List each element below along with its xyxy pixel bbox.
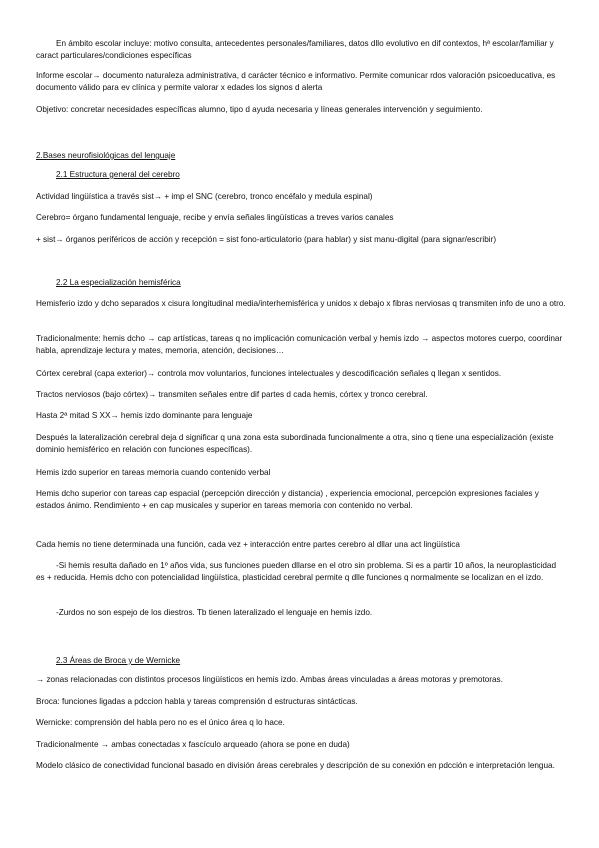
section-2-2-paragraph-4: Tractos nerviosos (bajo córtex)→ transmiten señales entre dif partes d cada hemis, córtex y tronco cerebral. xyxy=(36,390,428,399)
section-2-2-paragraph-1: Hemisferio izdo y dcho separados x cisura longitudinal media/interhemisférica y unidos x debajo x fibras nerviosas q transmiten info de uno a otro. xyxy=(36,299,566,308)
section-2-2-paragraph-5: Hasta 2ª mitad S XX→ hemis izdo dominante para lenguaje xyxy=(36,411,253,420)
section-2-2-paragraph-11: -Zurdos no son espejo de los diestros. Tb tienen lateralizado el lenguaje en hemis izdo. xyxy=(56,608,373,617)
intro-paragraph-2: Informe escolar→ documento naturaleza administrativa, d carácter técnico e informativo. Permite comunicar rdos valoración psicoeducativa, es documento válido para ev clínica y permite valorar x edades los signos d alerta xyxy=(36,71,556,92)
section-2-3-paragraph-5: Modelo clásico de conectividad funcional basado en división áreas cerebrales y descripción de su conexión en pdcción e interpretación lengua. xyxy=(36,761,555,770)
section-2-2-paragraph-8: Hemis dcho superior con tareas cap espacial (percepción dirección y distancia) , experiencia emocional, percepción expresiones faciales y estados ánimo. Rendimiento + en cap musicales y superior en tareas memoria con contenido no verbal. xyxy=(36,489,539,510)
section-2-3-heading: 2.3 Áreas de Broca y de Wernicke xyxy=(56,656,181,665)
intro-paragraph-1: En ámbito escolar incluye: motivo consulta, antecedentes personales/familiares, datos dllo evolutivo en dif contextos, hª escolar/familiar y caract particulares/condiciones específicas xyxy=(36,39,554,60)
section-2-2-paragraph-7: Hemis izdo superior en tareas memoria cuando contenido verbal xyxy=(36,468,271,477)
section-2-2-paragraph-10: -Si hemis resulta dañado en 1º años vida, sus funciones pueden dllarse en el otro sin problema. Si es a partir 10 años, la neuroplasticidad es + reducida. Hemis dcho con potencialidad lingüística, plasticidad cerebral permite q dlle funciones q normalmente se localizan en el izdo. xyxy=(36,561,556,582)
section-2-1-paragraph-2: Cerebro= órgano fundamental lenguaje, recibe y envía señales lingüísticas a treves varios canales xyxy=(36,213,394,222)
section-2-2-paragraph-3: Córtex cerebral (capa exterior)→ controla mov voluntarios, funciones intelectuales y descodificación señales q llegan x sentidos. xyxy=(36,369,502,378)
section-2-2-paragraph-9: Cada hemis no tiene determinada una función, cada vez + interacción entre partes cerebro al dllar una act lingüística xyxy=(36,540,460,549)
section-2-2-paragraph-2: Tradicionalmente: hemis dcho → cap artísticas, tareas q no implicación comunicación verbal y hemis izdo → aspectos motores cuerpo, coordinar habla, aprendizaje lectura y mates, memoria, atención, decisiones… xyxy=(36,334,563,355)
section-2-1-paragraph-1: Actividad lingüística a través sist→ + imp el SNC (cerebro, tronco encéfalo y medula espinal) xyxy=(36,192,373,201)
section-2-1-paragraph-3: + sist→ órganos periféricos de acción y recepción = sist fono-articulatorio (para hablar) y sist manu-digital (para signar/escribir) xyxy=(36,235,497,244)
section-2-2-heading: 2.2 La especialización hemisférica xyxy=(56,278,181,287)
section-2-1-heading: 2.1 Estructura general del cerebro xyxy=(56,170,180,179)
section-2-3-paragraph-2: Broca: funciones ligadas a pdccion habla y tareas comprensión d estructuras sintácticas. xyxy=(36,697,358,706)
section-2-heading: 2.Bases neurofisiológicas del lenguaje xyxy=(36,151,176,160)
section-2-3-paragraph-3: Wernicke: comprensión del habla pero no es el único área q lo hace. xyxy=(36,718,285,727)
section-2-2-paragraph-6: Después la lateralización cerebral deja d significar q una zona esta subordinada funcionalmente a otra, sino q tiene una especialización (existe dominio hemisférico en relación con funciones específicas). xyxy=(36,433,554,454)
intro-paragraph-3: Objetivo: concretar necesidades específicas alumno, tipo d ayuda necesaria y líneas generales intervención y seguimiento. xyxy=(36,105,483,114)
section-2-3-paragraph-1: → zonas relacionadas con distintos procesos lingüísticos en hemis izdo. Ambas áreas vinculadas a áreas motoras y premotoras. xyxy=(36,675,503,684)
section-2-3-paragraph-4: Tradicionalmente → ambas conectadas x fascículo arqueado (ahora se pone en duda) xyxy=(36,740,350,749)
